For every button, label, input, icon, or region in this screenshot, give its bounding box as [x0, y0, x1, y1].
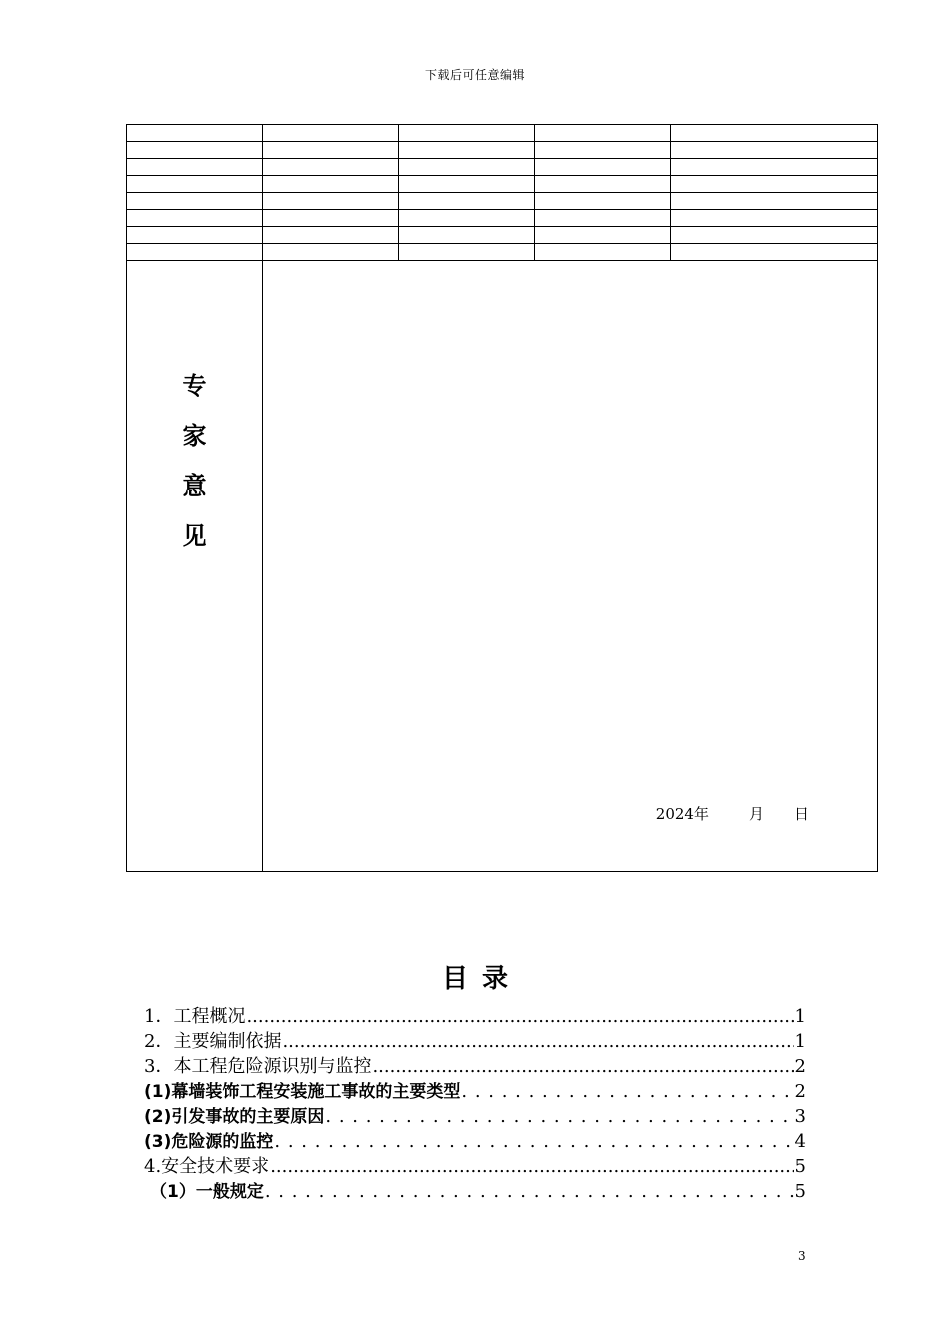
date-year: 2024年	[655, 805, 709, 823]
table-row	[127, 227, 878, 244]
toc-item[interactable]	[144, 1102, 806, 1127]
table-cell[interactable]	[263, 193, 399, 210]
opinion-char: 家	[182, 422, 207, 450]
toc-item-page: 2	[794, 1081, 806, 1102]
table-cell[interactable]	[535, 244, 671, 261]
table-cell[interactable]	[399, 193, 535, 210]
table-cell[interactable]	[671, 193, 878, 210]
table-cell[interactable]	[127, 159, 263, 176]
table-row	[127, 193, 878, 210]
toc-item-page: 1	[794, 1031, 806, 1052]
toc-leader-dots	[274, 1131, 793, 1152]
opinion-char: 意	[182, 472, 207, 500]
table-cell[interactable]	[671, 125, 878, 142]
toc-item[interactable]	[144, 1052, 806, 1077]
toc-leader-dots	[461, 1081, 793, 1102]
table-cell[interactable]	[535, 125, 671, 142]
toc-item-label: （1）一般规定	[150, 1182, 264, 1202]
toc-leader-dots	[282, 1031, 793, 1052]
table-of-contents	[144, 1002, 806, 1202]
toc-item[interactable]	[144, 1177, 806, 1202]
toc-item-label: 4.安全技术要求	[144, 1156, 270, 1177]
table-cell[interactable]	[671, 159, 878, 176]
toc-item[interactable]	[144, 1002, 806, 1027]
toc-item-page: 4	[794, 1131, 806, 1152]
page-number: 3	[798, 1249, 806, 1263]
toc-item-page: 1	[794, 1006, 806, 1027]
date-day: 日	[793, 805, 809, 823]
toc-item-page: 5	[794, 1156, 806, 1177]
expert-opinion-content-cell[interactable]	[263, 261, 878, 872]
toc-item-label: (2)引发事故的主要原因	[144, 1107, 325, 1127]
toc-item-label: 3．本工程危险源识别与监控	[144, 1056, 372, 1077]
toc-item[interactable]	[144, 1127, 806, 1152]
toc-leader-dots	[325, 1106, 793, 1127]
table-cell[interactable]	[263, 244, 399, 261]
toc-item-page: 3	[794, 1106, 806, 1127]
date-line	[656, 803, 809, 824]
toc-item-page: 5	[794, 1181, 806, 1202]
table-cell[interactable]	[127, 125, 263, 142]
table-cell[interactable]	[263, 210, 399, 227]
table-cell[interactable]	[127, 244, 263, 261]
table-row	[127, 244, 878, 261]
table-row	[127, 125, 878, 142]
table-cell[interactable]	[671, 244, 878, 261]
expert-opinion-row	[127, 261, 878, 872]
toc-item-page: 2	[794, 1056, 806, 1077]
expert-opinion-label	[127, 361, 262, 561]
table-cell[interactable]	[263, 227, 399, 244]
review-table	[126, 124, 878, 872]
table-cell[interactable]	[535, 176, 671, 193]
table-cell[interactable]	[127, 227, 263, 244]
table-cell[interactable]	[127, 210, 263, 227]
table-cell[interactable]	[399, 125, 535, 142]
table-cell[interactable]	[399, 227, 535, 244]
table-cell[interactable]	[399, 142, 535, 159]
table-cell[interactable]	[535, 193, 671, 210]
table-cell[interactable]	[535, 142, 671, 159]
table-row	[127, 142, 878, 159]
toc-item-label: 1．工程概况	[144, 1006, 246, 1027]
toc-leader-dots	[270, 1156, 793, 1177]
toc-title: 目录	[441, 964, 522, 994]
table-cell[interactable]	[263, 125, 399, 142]
expert-opinion-label-cell	[127, 261, 263, 872]
table-cell[interactable]	[399, 176, 535, 193]
date-month: 月	[748, 805, 764, 823]
table-cell[interactable]	[671, 142, 878, 159]
toc-leader-dots	[246, 1006, 793, 1027]
table-cell[interactable]	[127, 142, 263, 159]
table-cell[interactable]	[671, 210, 878, 227]
toc-item-label: (3)危险源的监控	[144, 1132, 274, 1152]
toc-leader-dots	[372, 1056, 793, 1077]
table-cell[interactable]	[263, 159, 399, 176]
toc-item[interactable]	[144, 1077, 806, 1102]
page-header: 下载后可任意编辑	[424, 68, 525, 82]
opinion-char: 见	[182, 522, 207, 550]
toc-item[interactable]	[144, 1027, 806, 1052]
toc-leader-dots	[265, 1181, 794, 1202]
table-cell[interactable]	[399, 244, 535, 261]
table-cell[interactable]	[399, 210, 535, 227]
toc-item-label: 2．主要编制依据	[144, 1031, 282, 1052]
table-cell[interactable]	[263, 176, 399, 193]
table-cell[interactable]	[535, 159, 671, 176]
table-cell[interactable]	[127, 176, 263, 193]
table-cell[interactable]	[671, 227, 878, 244]
toc-item[interactable]	[144, 1152, 806, 1177]
table-cell[interactable]	[263, 142, 399, 159]
table-row	[127, 176, 878, 193]
table-row	[127, 210, 878, 227]
table-cell[interactable]	[535, 227, 671, 244]
table-cell[interactable]	[127, 193, 263, 210]
table-cell[interactable]	[399, 159, 535, 176]
table-row	[127, 159, 878, 176]
opinion-char: 专	[182, 372, 207, 400]
table-cell[interactable]	[535, 210, 671, 227]
table-cell[interactable]	[671, 176, 878, 193]
toc-item-label: (1)幕墙装饰工程安装施工事故的主要类型	[144, 1082, 461, 1102]
